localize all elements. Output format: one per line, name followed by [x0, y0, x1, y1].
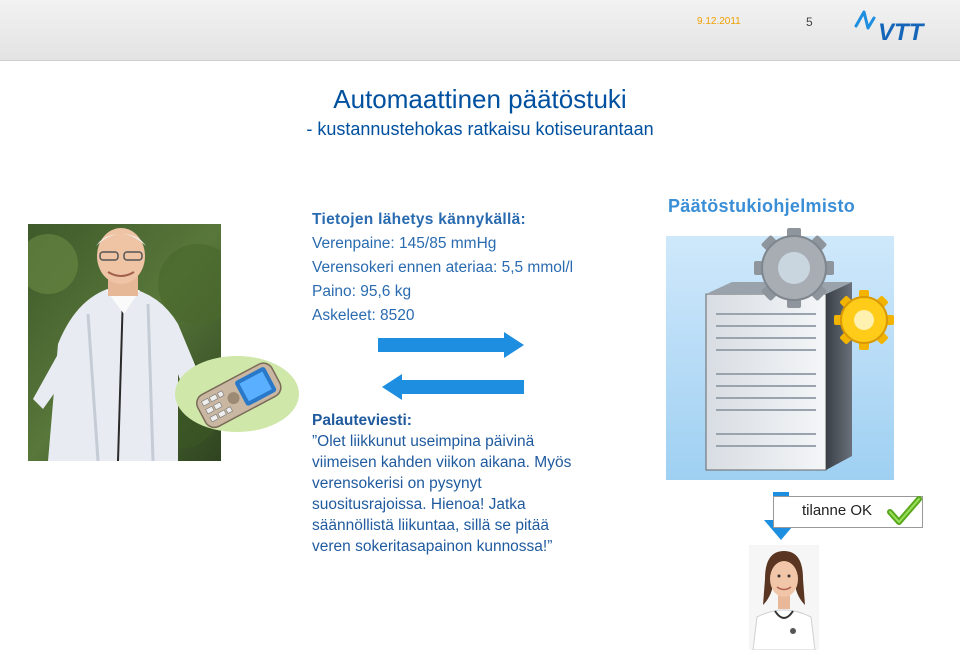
feedback-line-3: verensokerisi on pysynyt	[312, 475, 482, 492]
slide-subtitle: - kustannustehokas ratkaisu kotiseurantaan	[306, 119, 654, 139]
weight-line: Paino: 95,6 kg	[312, 283, 412, 300]
nurse-photo	[749, 545, 819, 650]
slide-title: Automaattinen päätöstuki	[333, 84, 627, 114]
feedback-heading: Palauteviesti:	[312, 412, 412, 429]
arrow-right-icon	[378, 332, 524, 358]
arrow-left-icon	[382, 374, 524, 400]
feedback-line-1: ”Olet liikkunut useimpina päivinä	[312, 433, 535, 450]
slide-header-bar	[0, 0, 960, 61]
feedback-line-5: säännöllistä liikuntaa, sillä se pitää	[312, 517, 549, 534]
steps-line: Askeleet: 8520	[312, 307, 415, 324]
status-label: tilanne OK	[802, 502, 873, 519]
decision-support-software-label: Päätöstukiohjelmisto	[668, 196, 856, 216]
feedback-line-2: viimeisen kahden viikon aikana. Myös	[312, 454, 572, 471]
feedback-line-4: suositusrajoissa. Hienoa! Jatka	[312, 496, 526, 513]
mobile-phone-icon	[172, 348, 302, 436]
vtt-logo	[852, 4, 948, 52]
blood-pressure-line: Verenpaine: 145/85 mmHg	[312, 235, 497, 252]
slide-date: 9.12.2011	[697, 16, 741, 27]
sent-data-message	[312, 208, 573, 328]
sent-data-heading: Tietojen lähetys kännykällä:	[312, 211, 527, 228]
blood-sugar-line: Verensokeri ennen ateriaa: 5,5 mmol/l	[312, 259, 574, 276]
slide-page-number: 5	[806, 15, 813, 29]
feedback-line-6: veren sokeritasapainon kunnossa!”	[312, 538, 553, 555]
server-with-gears-icon	[666, 224, 894, 480]
feedback-message	[312, 410, 672, 557]
vtt-logo-text: VTT	[878, 19, 924, 46]
check-mark-icon	[886, 496, 922, 526]
